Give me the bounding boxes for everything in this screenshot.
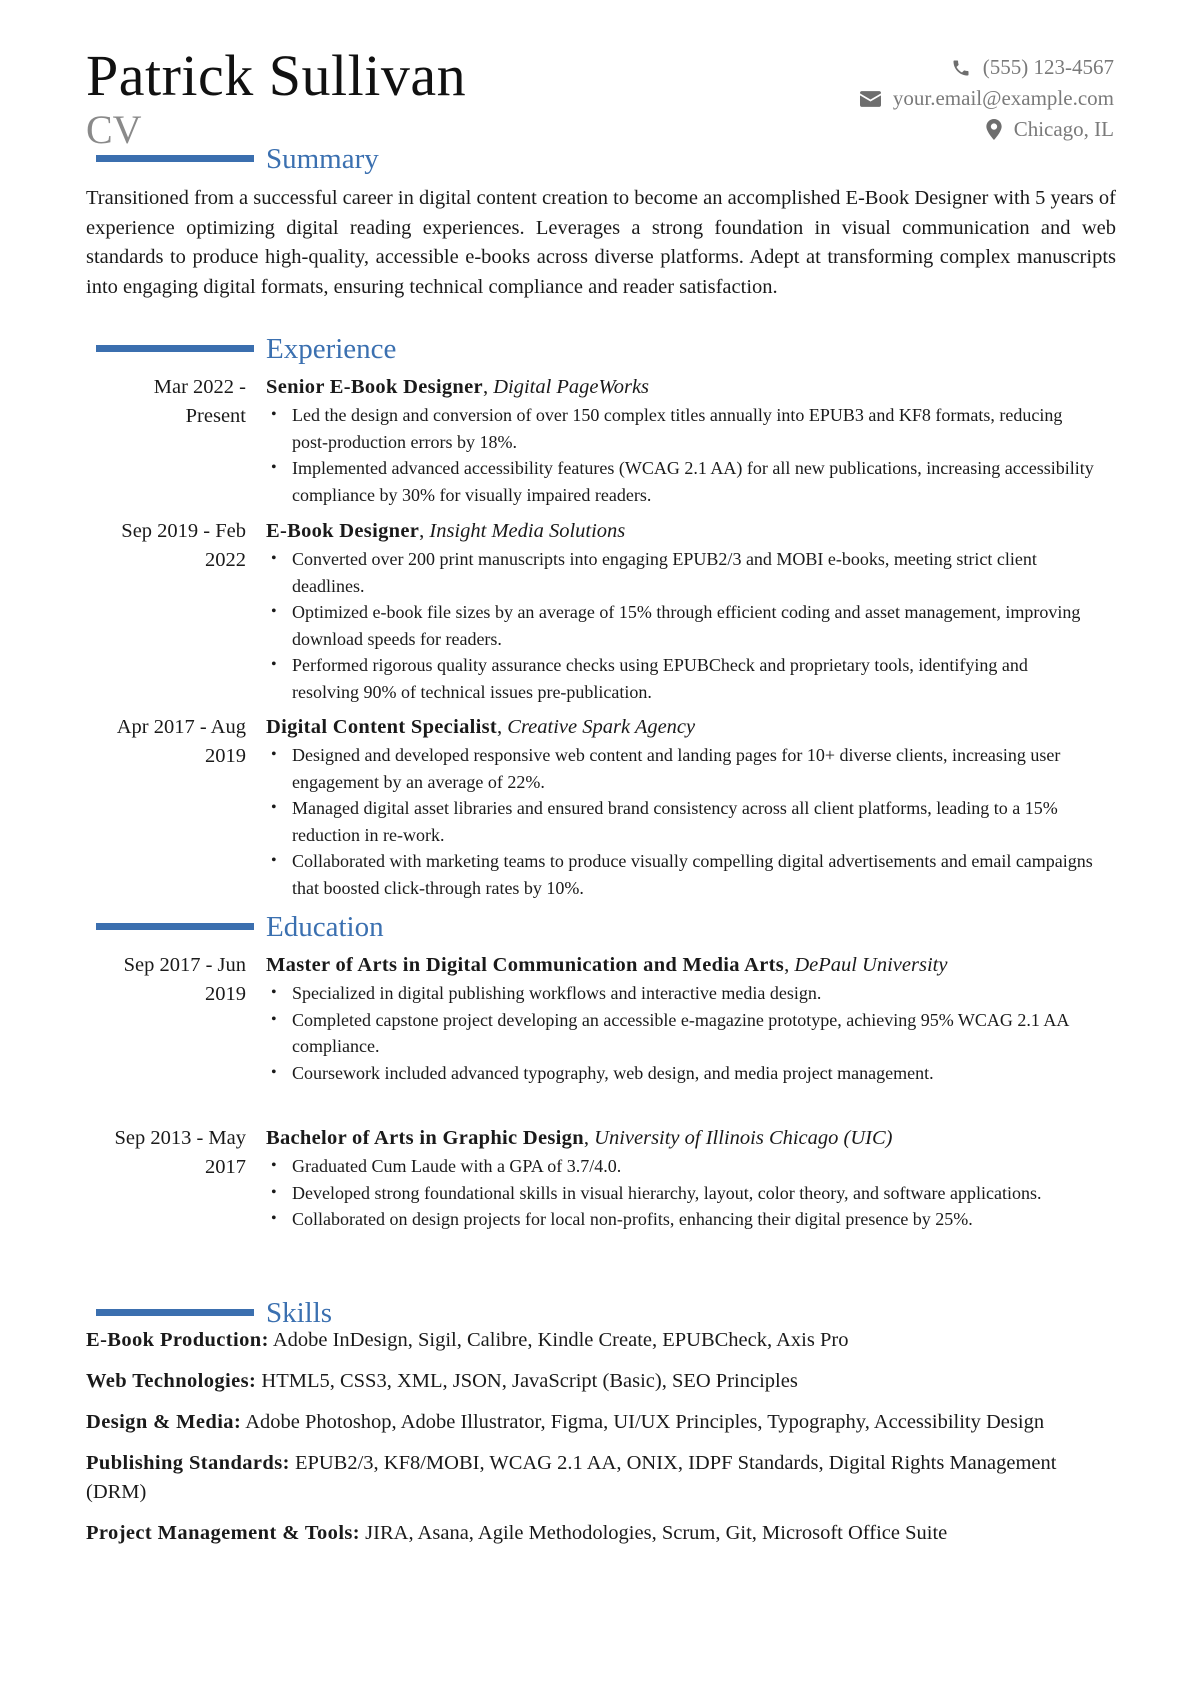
bullet-list (266, 546, 1096, 705)
organization: Insight Media Solutions (429, 520, 626, 542)
entry-date (86, 713, 246, 771)
entry-heading: Senior E-Book Designer, Digital PageWorks (266, 376, 650, 398)
entry-body (266, 951, 1096, 1086)
skill-values: EPUB2/3, KF8/MOBI, WCAG 2.1 AA, ONIX, IDPF Standards, Digital Rights Management (DRM) (86, 1452, 1057, 1503)
skill-row (86, 1367, 1116, 1396)
date-start: Sep 2013 - May (114, 1127, 246, 1149)
list-item: • Coursework included advanced typography, web design, and media project management. (292, 1060, 1096, 1087)
skill-values: HTML5, CSS3, XML, JSON, JavaScript (Basic), SEO Principles (261, 1370, 798, 1392)
organization: Creative Spark Agency (507, 716, 696, 738)
skill-category: Web Technologies: (86, 1370, 257, 1392)
list-item: • Designed and developed responsive web content and landing pages for 10+ diverse clients, increasing user engagement by an average of 22%. (292, 742, 1096, 795)
section-title-experience: Experience (266, 333, 397, 365)
skill-category: E-Book Production: (86, 1329, 269, 1351)
section-rule (96, 923, 254, 930)
organization: Digital PageWorks (493, 376, 650, 398)
contact-phone (860, 52, 1114, 83)
section-rule (96, 155, 254, 162)
degree-title: Bachelor of Arts in Graphic Design (266, 1127, 584, 1149)
envelope-icon (860, 91, 881, 107)
skill-values: Adobe Photoshop, Adobe Illustrator, Figma, UI/UX Principles, Typography, Accessibility Design (245, 1411, 1045, 1433)
entry-date (86, 951, 246, 1009)
skill-category: Publishing Standards: (86, 1452, 290, 1474)
section-rule (96, 1309, 254, 1316)
skill-values: JIRA, Asana, Agile Methodologies, Scrum, Git, Microsoft Office Suite (365, 1522, 948, 1544)
candidate-name: Patrick Sullivan (86, 43, 467, 108)
list-item: • Managed digital asset libraries and ensured brand consistency across all client platforms, leading to a 15% reduction in re-work. (292, 795, 1096, 848)
institution: University of Illinois Chicago (UIC) (594, 1127, 893, 1149)
job-title: E-Book Designer (266, 520, 420, 542)
date-end: 2017 (205, 1156, 246, 1178)
bullet-list (266, 980, 1096, 1086)
list-item: • Performed rigorous quality assurance checks using EPUBCheck and proprietary tools, identifying and resolving 90% of technical issues pre-publication. (292, 652, 1096, 705)
list-item: • Completed capstone project developing an accessible e-magazine prototype, achieving 95% WCAG 2.1 AA compliance. (292, 1007, 1096, 1060)
contact-location (860, 114, 1114, 145)
section-title-summary: Summary (266, 143, 379, 175)
entry-heading: E-Book Designer, Insight Media Solutions (266, 520, 626, 542)
section-title-education: Education (266, 911, 384, 943)
list-item: • Implemented advanced accessibility features (WCAG 2.1 AA) for all new publications, increasing accessibility compliance by 30% for visually impaired readers. (292, 455, 1096, 508)
degree-title: Master of Arts in Digital Communication and Media Arts (266, 954, 785, 976)
bullet-list (266, 402, 1096, 508)
date-start: Mar 2022 - (153, 376, 246, 398)
document-subtitle: CV (86, 107, 142, 152)
list-item: • Graduated Cum Laude with a GPA of 3.7/4.0. (292, 1153, 1096, 1180)
skill-row (86, 1519, 1116, 1548)
skills-list (86, 1326, 1116, 1560)
list-item: • Collaborated with marketing teams to produce visually compelling digital advertisements and email campaigns that boosted click-through rates by 10%. (292, 848, 1096, 901)
entry-date (86, 517, 246, 575)
entry-body (266, 1124, 1096, 1233)
summary-paragraph: Transitioned from a successful career in digital content creation to become an accomplished E-Book Designer with 5 years of experience optimizing digital reading experiences. Leverages a strong foundation in visual communication and web standards to produce high-quality, accessible e-books across diverse platforms. Adept at transforming complex manuscripts into engaging digital formats, ensuring technical compliance and reader satisfaction. (86, 187, 1116, 298)
entry-heading: Master of Arts in Digital Communication and Media Arts, DePaul University (266, 954, 948, 976)
entry-body (266, 517, 1096, 705)
job-title: Digital Content Specialist (266, 716, 498, 738)
entry-heading: Bachelor of Arts in Graphic Design, University of Illinois Chicago (UIC) (266, 1127, 893, 1149)
entry-body (266, 713, 1096, 901)
skill-category: Design & Media: (86, 1411, 242, 1433)
map-marker-icon (986, 119, 1002, 140)
list-item: • Converted over 200 print manuscripts into engaging EPUB2/3 and MOBI e-books, meeting strict client deadlines. (292, 546, 1096, 599)
skill-row (86, 1326, 1116, 1355)
list-item: • Specialized in digital publishing workflows and interactive media design. (292, 980, 1096, 1007)
date-start: Sep 2019 - Feb (121, 520, 246, 542)
date-end: 2019 (205, 983, 246, 1005)
phone-icon (951, 58, 971, 78)
contact-email (860, 83, 1114, 114)
entry-date (86, 373, 246, 431)
entry-heading: Digital Content Specialist, Creative Spark Agency (266, 716, 696, 738)
institution: DePaul University (794, 954, 948, 976)
job-title: Senior E-Book Designer (266, 376, 483, 398)
phone-text: (555) 123-4567 (982, 55, 1114, 79)
date-start: Sep 2017 - Jun (123, 954, 246, 976)
date-end: 2022 (205, 549, 246, 571)
entry-body (266, 373, 1096, 508)
bullet-list (266, 742, 1096, 901)
entry-date (86, 1124, 246, 1182)
date-end: Present (185, 405, 246, 427)
location-text: Chicago, IL (1013, 117, 1114, 141)
email-text: your.email@example.com (892, 86, 1114, 110)
section-rule (96, 345, 254, 352)
list-item: • Led the design and conversion of over 150 complex titles annually into EPUB3 and KF8 formats, reducing post-production errors by 18%. (292, 402, 1096, 455)
date-end: 2019 (205, 745, 246, 767)
skill-row (86, 1449, 1116, 1507)
section-title-skills: Skills (266, 1297, 333, 1329)
list-item: • Optimized e-book file sizes by an average of 15% through efficient coding and asset management, improving download speeds for readers. (292, 599, 1096, 652)
skill-category: Project Management & Tools: (86, 1522, 361, 1544)
skill-row (86, 1408, 1116, 1437)
date-start: Apr 2017 - Aug (116, 716, 246, 738)
list-item: • Collaborated on design projects for local non-profits, enhancing their digital presence by 25%. (292, 1206, 1096, 1233)
list-item: • Developed strong foundational skills in visual hierarchy, layout, color theory, and software applications. (292, 1180, 1096, 1207)
skill-values: Adobe InDesign, Sigil, Calibre, Kindle Create, EPUBCheck, Axis Pro (272, 1329, 849, 1351)
bullet-list (266, 1153, 1096, 1233)
contact-block (860, 52, 1114, 145)
